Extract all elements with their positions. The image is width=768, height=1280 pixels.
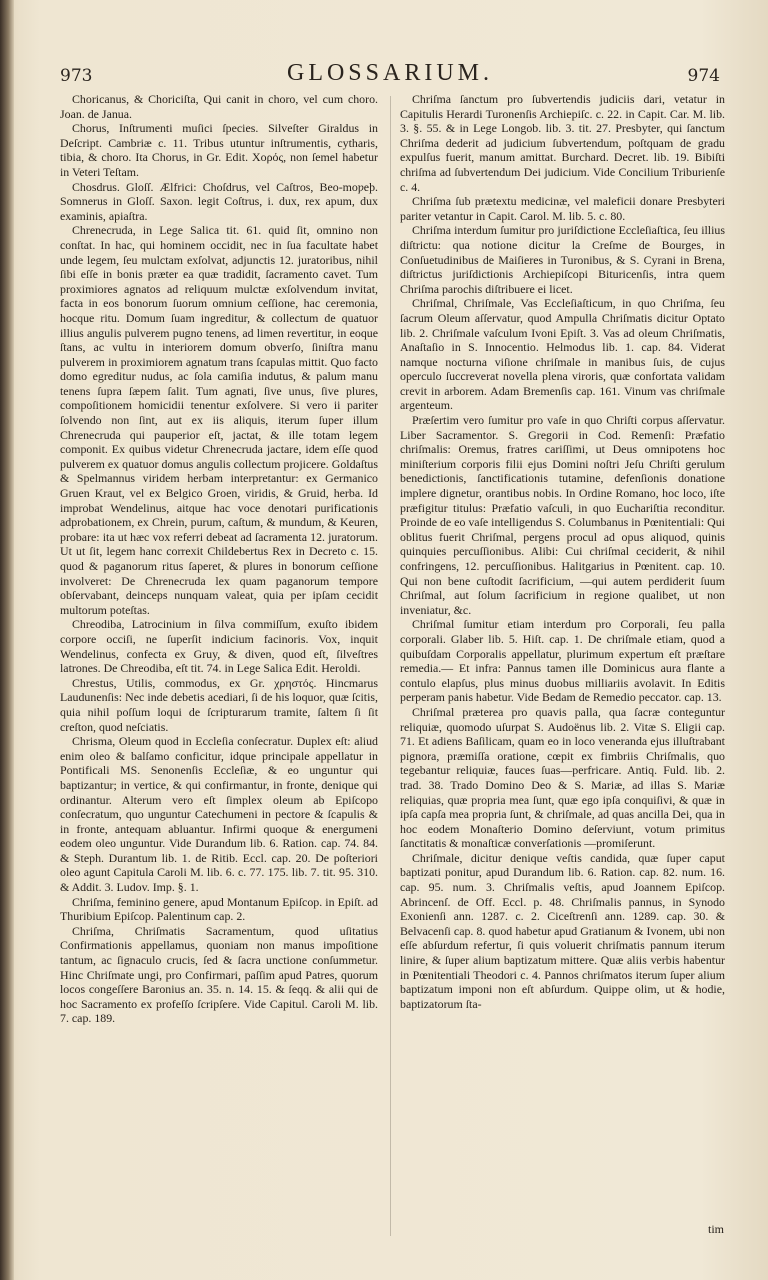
entry-chreodiba: Chreodiba, Latrocinium in ſilva commiſſum, exuſto ibidem corpore occiſi, ne ſuperſit indicium facinoris. Vox, inquit Wendelinus, confecta ex Gruy, & diven, quod eſt, ſilveſtres latrones. De Chreodiba, eſt tit. 74. in Lege Salica Edit. Heroldi. — [60, 617, 378, 676]
entry-chrismale-vestis: Chriſmale, dicitur denique veſtis candida, quæ ſuper caput baptizati ponitur, apud Durandum lib. 6. Ration. cap. 82. num. 16. cap. 95. num. 3. Chriſmalis veſtis, apud Joannem Epiſcop. Abrincenſ. de Off. Eccl. p. 48. Chriſmalis pannus, in Synodo Exonienſi ann. 1287. c. 2. Ciceſtrenſi ann. 1289. cap. 30. & Belvacenſi cap. 8. quod habetur apud Gratianum & Ivonem, ubi non eſſe abſurdum refertur, ſi quis voluerit chriſmatis pannum iterum linire, & ſuper alium baptizatum mittere. Quæ aliis verbis habentur in Pœnitentiali Theodori c. 4. Pannos chriſmatos iterum ſuper alium baptizatum imponi non eſt abſurdum. Quippe olim, ut & hodie, baptizatorum ſta- — [400, 850, 725, 1011]
entry-chosdrus: Chosdrus. Gloſſ. Ælfrici: Choſdrus, vel Caſtros, Beo-moƿeþ. Somnerus in Gloſſ. Saxon. legit Coſtrus, i. dux, rex apum, dux examinis, apiaſtra. — [60, 179, 378, 223]
entry-chrenecruda: Chrenecruda, in Lege Salica tit. 61. quid ſit, omnino non conſtat. In hac, qui hominem occidit, nec in ſua facultate habet unde legem, ſeu mulctam exſolvat, adjunctis 12. juratoribus, nihil ſibi eſſe in bonis præter ea quæ tradidit, ſacramento cavet. Tum proximiores agnatos ad reliquum mulctæ exſolvendum invitat, facta in eos bonorum ſuorum omnium ceſſione, hac ceremonia, hocque ritu. Domum ſuam ingreditur, & collectum de quatuor illius angulis pulverem pugno tenens, ad limen revertitur, in eoque ſtans, ac vultu in interiorem domum obverſo, ſiniſtra manu pulverem in proximiorem agnatum trans ſcapulas mittit. Quo facto domo egreditur nudus, ac ſola camiſia indutus, & palum manu tenens ſupra ſæpem ſalit. Tum agnati, ſive unus, ſive plures, compoſitionem homicidii tenentur exſolvere. Si vero ii pariter ſolvendo non ſint, aut ex iis aliquis, iterum ſuper illum Chrenecruda qui pauperior eſt, jactat, & ille totam legem componit. Ex quibus videtur Chrenecruda jactare, idem eſſe quod pulverem ex quatuor domus angulis collectum projicere. Goldaſtus & Spelmannus viridem herbam interpretantur: ex Germanico Gruen Kraut, vel ex Belgico Groen, viridis, & Gruid, herba. Id improbat Wendelinus, aitque hac voce denotari purificationis adprobationem, ex Chrein, purum, caſtum, & mundum, & Keuren, probare: ita ut hæc vox referri debeat ad ſacramenta 12. juratorum. Ut ut ſit, legem hanc correxit Childebertus Rex in Decreto c. 15. quod & paganorum ritus ſaperet, & plures in bonorum ceſſione involveret: De Chrenecruda lex quam paganorum tempore obſervabant, deinceps nunquam valeat, quia per ipſam cecidit multorum poteſtas. — [60, 223, 378, 617]
entry-choricanus: Choricanus, & Choriciſta, Qui canit in choro, vel cum choro. Joan. de Janua. — [60, 92, 378, 121]
column-divider — [390, 96, 391, 1236]
binding-gutter — [0, 0, 14, 1280]
right-column — [400, 92, 725, 1242]
entry-chrestus: Chrestus, Utilis, commodus, ex Gr. χρηστός. Hincmarus Laudunenſis: Nec inde debetis acediari, ſi de his loquor, quæ ſcitis, quia nihil poſſum loqui de ſcripturarum tramite, ſaltem ſi ſit creſton, quod neſciatis. — [60, 675, 378, 734]
entry-chrismal-palla: Chriſmal præterea pro quavis palla, qua ſacræ conteguntur reliquiæ, quomodo uſurpat S. Audoënus lib. 2. Vitæ S. Eligii cap. 71. Et adiens Baſilicam, quam eo in loco veneranda ejus illuſtrabant pignora, præmiſſa oratione, cœpit ex fimbriis Chriſmalis, quo tegebantur reliquiæ, fauces ſuas—perfricare. Antiq. Fuld. lib. 2. trad. 38. Trado Domino Deo & S. Mariæ, ad illas S. Mariæ reliquias, quæ propria mea ſunt, quæ ego ipſa conquiſivi, & quæ in ipſa capſa mea propria ſunt, & chriſmale, ad quas ancilla Dei, qua in hoc eodem Monaſterio Domino deſerviunt, votum primitus ſanctitatis & monaſticæ converſationis —promiſerunt. — [400, 704, 725, 851]
catchword: tim — [707, 1222, 724, 1236]
entry-chrisma-sacrament: Chriſma, Chriſmatis Sacramentum, quod uſitatius Confirmationis appellamus, quoniam non manus impoſitione tantum, ac ſignaculo crucis, ſed & ſacra unctione conſummetur. Hinc Chriſmate ungi, pro Confirmari, paſſim apud Patres, quorum locos congeſſere Baronius an. 35. n. 14. 15. & ſeqq. & alii qui de hoc Sacramento ex profeſſo ſcripſere. Vide Capitul. Caroli M. lib. 7. cap. 189. — [60, 923, 378, 1026]
page-header — [60, 60, 720, 90]
entry-chrismal-vas: Præſertim vero ſumitur pro vaſe in quo Chriſti corpus aſſervatur. Liber Sacramentor. S. Gregorii in Cod. Remenſi: Præfatio chriſmalis: Oremus, fratres cariſſimi, ut Deus omnipotens hoc miniſterium corporis filii ejus Domini noſtri Jeſu Chriſti gerulum benedictionis, ſanctificationis tutamine, defenſionis donatione implere dignetur, orantibus nobis. In Ordine Romano, hoc loco, iſte præfigitur titulus: Præfatio vaſculi, in quo Euchariſtia reconditur. Proinde de eo vaſe intelligendus S. Columbanus in Pœnitentiali: Qui oblitus fuerit Chriſmal, pergens procul ad opus aliquod, quinis quinquies percuſſionibus. Alibi: Cui chriſmal ceciderit, & nihil confringens, 12. percuſſionibus. Halitgarius in Pœnitent. cap. 10. Qui non bene cuſtodit ſacrificium, —qui autem perdiderit ſuum Chriſmal, aut ſolum ſacrificium in regione qualibet, ut non inveniatur, &c. — [400, 413, 725, 617]
entry-chrisma-feminine: Chriſma, feminino genere, apud Montanum Epiſcop. in Epiſt. ad Thuribium Epiſcop. Palentinum cap. 2. — [60, 894, 378, 924]
entry-chrismal: Chriſmal, Chriſmale, Vas Eccleſiaſticum, in quo Chriſma, ſeu ſacrum Oleum aſſervatur, quod Ampulla Chriſmatis dicitur Optato lib. 2. Chriſmale vaſculum Ivoni Epiſt. 3. Vas ad oleum Chriſmatis, Anaſtaſio in S. Innocentio. Helmodus lib. 1. cap. 84. Viderat namque nocturna viſione chriſmale in manibus ſuis, de cujus operculo ſuccreverat novella plena viroris, quæ confortata validam crevit in arborem. Adam Bremenſis cap. 161. Vinum vas chriſmale argenteum. — [400, 296, 725, 413]
entry-chrisma-jurisdictio: Chriſma interdum ſumitur pro juriſdictione Eccleſiaſtica, ſeu illius diſtrictu: qua notione dicitur la Creſme de Bourges, in Conſuetudinibus de Maiſieres in Turonibus, & S. Cyrani in Brena, diſtrictus juriſdictionis Archiepiſcopi Bituricenſis, intra quem Chriſma parochis diſtribuere ei licet. — [400, 223, 725, 296]
entry-chrisma-judicia: Chriſma ſanctum pro ſubvertendis judiciis dari, vetatur in Capitulis Herardi Turonenſis Archiepiſc. c. 22. in Capit. Car. M. lib. 3. §. 55. & in Lege Longob. lib. 3. tit. 27. Presbyter, qui ſanctum Chriſma dederit ad judicium ſubvertendum, poſtquam de gradu expulſus fuerit, manum amittat. Burchard. Decret. lib. 19. Bibiſti chriſma ad ſubvertendum Dei judicium. Vide Concilium Triburienſe c. 4. — [400, 92, 725, 194]
entry-chrismal-corporale: Chriſmal ſumitur etiam interdum pro Corporali, ſeu palla corporali. Glaber lib. 5. Hiſt. cap. 1. De chriſmale etiam, quod a quibuſdam Corporalis appellatur, plurimum expertum eſt præſtare remedia.— Et infra: Pannus tamen ille Dominicus aura flante a contulo elapſus, plus minus duobus milliariis avolavit. In Editis perperam panis habetur. Vide Bedam de Remedio peccator. cap. 13. — [400, 617, 725, 705]
left-column — [60, 92, 378, 1242]
folio-number-left: 973 — [60, 66, 93, 86]
folio-number-right: 974 — [687, 66, 720, 86]
entry-chorus: Chorus, Inſtrumenti muſici ſpecies. Silveſter Giraldus in Deſcript. Cambriæ c. 11. Tribus utuntur inſtrumentis, cytharis, tibia, & choro. Ita Chorus, in Gr. Edit. Χορός, non ſemel habetur in Veteri Teſtam. — [60, 121, 378, 179]
entry-chrisma: Chrisma, Oleum quod in Eccleſia conſecratur. Duplex eſt: aliud enim oleo & balſamo conficitur, idque principale appellatur in Pontificali MS. Senonenſis Eccleſiæ, & eo unguntur qui baptizantur; in vertice, & qui confirmantur, in fronte, denique qui ordinantur. Alterum vero eſt ſimplex oleum ab Epiſcopo conſecratum, quo unguntur Catechumeni in pectore & ſcapulis & in fronte, antequam abluantur. Infirmi quoque & energumeni eodem oleo unguntur. Vide Durandum lib. 6. Ration. cap. 74. 84. & Steph. Durantum lib. 1. de Ritib. Eccl. cap. 20. De poſteriori oleo agunt Capitula Caroli M. lib. 6. c. 77. 175. lib. 7. tit. 95. 310. & Addit. 3. Ludov. Imp. §. 1. — [60, 734, 378, 895]
running-title: GLOSSARIUM. — [286, 60, 494, 86]
entry-chrisma-medicina: Chriſma ſub prætextu medicinæ, vel maleficii donare Presbyteri pariter vetantur in Capit. Carol. M. lib. 5. c. 80. — [400, 194, 725, 223]
